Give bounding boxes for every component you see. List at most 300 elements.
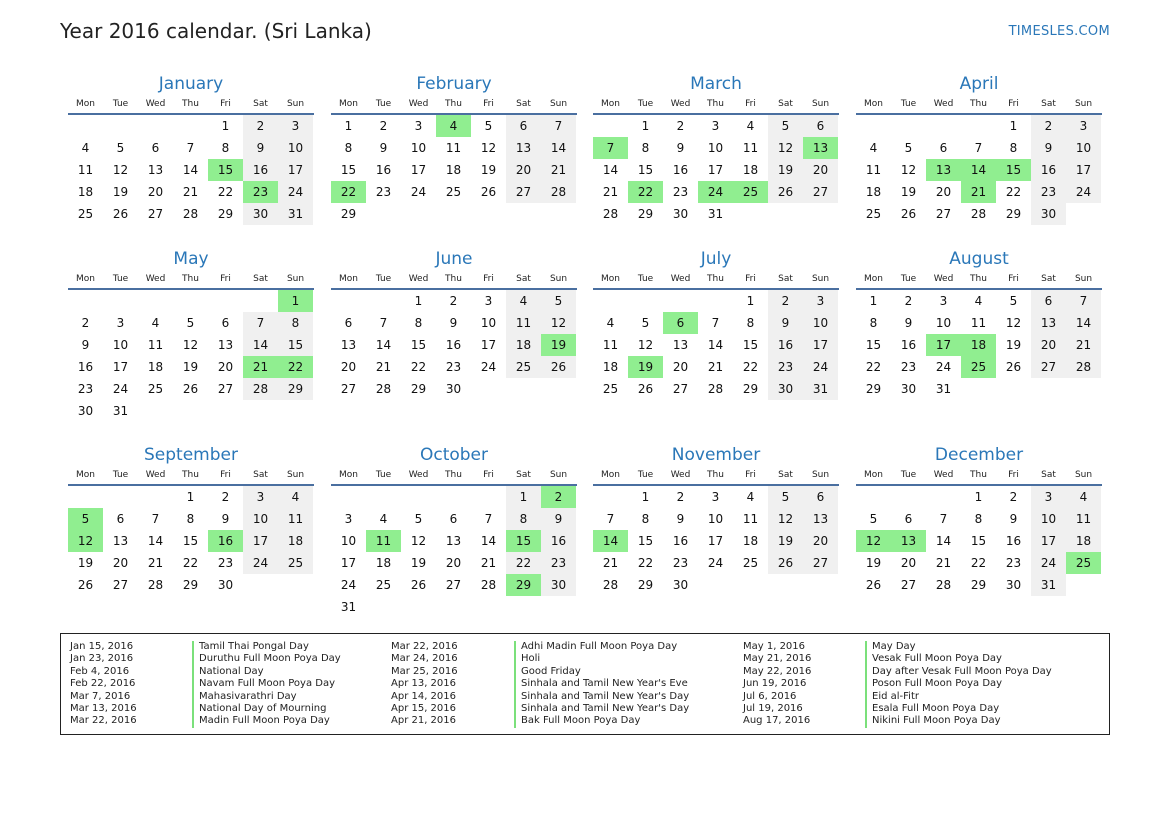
- day-cell[interactable]: 24: [1066, 181, 1101, 203]
- day-cell[interactable]: 22: [331, 181, 366, 203]
- day-cell[interactable]: 15: [970, 534, 987, 548]
- day-cell[interactable]: 9: [1031, 137, 1066, 159]
- day-cell[interactable]: 26: [768, 552, 803, 574]
- day-cell[interactable]: 26: [865, 578, 882, 592]
- day-cell[interactable]: 23: [1005, 556, 1022, 570]
- day-cell[interactable]: 5: [904, 141, 913, 155]
- day-cell[interactable]: 21: [1066, 334, 1101, 356]
- day-cell[interactable]: 18: [77, 185, 94, 199]
- day-cell[interactable]: 8: [186, 512, 195, 526]
- day-cell[interactable]: 23: [445, 360, 462, 374]
- day-cell[interactable]: 15: [637, 534, 654, 548]
- day-cell[interactable]: 22: [182, 556, 199, 570]
- day-cell[interactable]: 9: [768, 312, 803, 334]
- day-cell[interactable]: 12: [1005, 316, 1022, 330]
- day-cell[interactable]: 19: [900, 185, 917, 199]
- day-cell[interactable]: 28: [602, 207, 619, 221]
- day-cell[interactable]: 9: [81, 338, 90, 352]
- day-cell[interactable]: 2: [243, 115, 278, 137]
- day-cell[interactable]: 12: [410, 534, 427, 548]
- day-cell[interactable]: 8: [414, 316, 423, 330]
- day-cell[interactable]: 27: [112, 578, 129, 592]
- day-cell[interactable]: 6: [803, 115, 838, 137]
- day-cell[interactable]: 18: [602, 360, 619, 374]
- day-cell[interactable]: 2: [541, 486, 576, 508]
- day-cell[interactable]: 27: [803, 552, 838, 574]
- day-cell[interactable]: 2: [449, 294, 458, 308]
- day-cell[interactable]: 12: [112, 163, 129, 177]
- day-cell[interactable]: 17: [707, 163, 724, 177]
- day-cell[interactable]: 1: [278, 290, 313, 312]
- day-cell[interactable]: 2: [81, 316, 90, 330]
- day-cell[interactable]: 9: [676, 512, 685, 526]
- day-cell[interactable]: 29: [506, 574, 541, 596]
- day-cell[interactable]: 3: [939, 294, 948, 308]
- day-cell[interactable]: 14: [707, 338, 724, 352]
- day-cell[interactable]: 18: [865, 185, 882, 199]
- day-cell[interactable]: 5: [484, 119, 493, 133]
- day-cell[interactable]: 29: [970, 578, 987, 592]
- day-cell[interactable]: 27: [1031, 356, 1066, 378]
- day-cell[interactable]: 2: [1009, 490, 1018, 504]
- day-cell[interactable]: 1: [641, 119, 650, 133]
- day-cell[interactable]: 25: [602, 382, 619, 396]
- day-cell[interactable]: 27: [935, 207, 952, 221]
- day-cell[interactable]: 12: [856, 530, 891, 552]
- day-cell[interactable]: 20: [217, 360, 234, 374]
- day-cell[interactable]: 19: [112, 185, 129, 199]
- day-cell[interactable]: 5: [641, 316, 650, 330]
- day-cell[interactable]: 4: [436, 115, 471, 137]
- day-cell[interactable]: 30: [243, 203, 278, 225]
- day-cell[interactable]: 17: [707, 534, 724, 548]
- day-cell[interactable]: 23: [1031, 181, 1066, 203]
- day-cell[interactable]: 3: [711, 119, 720, 133]
- day-cell[interactable]: 24: [410, 185, 427, 199]
- day-cell[interactable]: 8: [344, 141, 353, 155]
- day-cell[interactable]: 21: [147, 556, 164, 570]
- day-cell[interactable]: 15: [506, 530, 541, 552]
- day-cell[interactable]: 7: [606, 512, 615, 526]
- day-cell[interactable]: 6: [904, 512, 913, 526]
- day-cell[interactable]: 16: [900, 338, 917, 352]
- day-cell[interactable]: 13: [672, 338, 689, 352]
- day-cell[interactable]: 26: [900, 207, 917, 221]
- day-cell[interactable]: 13: [1031, 312, 1066, 334]
- day-cell[interactable]: 3: [1031, 486, 1066, 508]
- day-cell[interactable]: 25: [445, 185, 462, 199]
- day-cell[interactable]: 22: [217, 185, 234, 199]
- day-cell[interactable]: 19: [1005, 338, 1022, 352]
- day-cell[interactable]: 5: [768, 115, 803, 137]
- day-cell[interactable]: 28: [707, 382, 724, 396]
- day-cell[interactable]: 9: [243, 137, 278, 159]
- day-cell[interactable]: 17: [1066, 159, 1101, 181]
- day-cell[interactable]: 2: [768, 290, 803, 312]
- day-cell[interactable]: 23: [243, 181, 278, 203]
- day-cell[interactable]: 22: [278, 356, 313, 378]
- day-cell[interactable]: 16: [672, 163, 689, 177]
- day-cell[interactable]: 30: [445, 382, 462, 396]
- day-cell[interactable]: 8: [869, 316, 878, 330]
- day-cell[interactable]: 3: [414, 119, 423, 133]
- day-cell[interactable]: 8: [641, 512, 650, 526]
- day-cell[interactable]: 4: [1066, 486, 1101, 508]
- day-cell[interactable]: 18: [742, 163, 759, 177]
- day-cell[interactable]: 19: [768, 530, 803, 552]
- day-cell[interactable]: 5: [768, 486, 803, 508]
- day-cell[interactable]: 29: [1005, 207, 1022, 221]
- day-cell[interactable]: 4: [606, 316, 615, 330]
- day-cell[interactable]: 6: [663, 312, 698, 334]
- day-cell[interactable]: 21: [182, 185, 199, 199]
- day-cell[interactable]: 9: [541, 508, 576, 530]
- day-cell[interactable]: 21: [541, 159, 576, 181]
- day-cell[interactable]: 28: [935, 578, 952, 592]
- day-cell[interactable]: 9: [221, 512, 230, 526]
- day-cell[interactable]: 17: [926, 334, 961, 356]
- day-cell[interactable]: 10: [803, 312, 838, 334]
- day-cell[interactable]: 16: [375, 163, 392, 177]
- day-cell[interactable]: 3: [1066, 115, 1101, 137]
- day-cell[interactable]: 14: [480, 534, 497, 548]
- day-cell[interactable]: 16: [672, 534, 689, 548]
- day-cell[interactable]: 31: [803, 378, 838, 400]
- day-cell[interactable]: 21: [602, 556, 619, 570]
- day-cell[interactable]: 29: [278, 378, 313, 400]
- day-cell[interactable]: 29: [217, 207, 234, 221]
- day-cell[interactable]: 15: [865, 338, 882, 352]
- day-cell[interactable]: 30: [672, 578, 689, 592]
- day-cell[interactable]: 15: [278, 334, 313, 356]
- day-cell[interactable]: 13: [112, 534, 129, 548]
- day-cell[interactable]: 11: [77, 163, 94, 177]
- day-cell[interactable]: 31: [112, 404, 129, 418]
- day-cell[interactable]: 18: [445, 163, 462, 177]
- day-cell[interactable]: 8: [641, 141, 650, 155]
- day-cell[interactable]: 2: [221, 490, 230, 504]
- day-cell[interactable]: 6: [221, 316, 230, 330]
- day-cell[interactable]: 25: [733, 181, 768, 203]
- day-cell[interactable]: 4: [278, 486, 313, 508]
- day-cell[interactable]: 10: [243, 508, 278, 530]
- day-cell[interactable]: 26: [410, 578, 427, 592]
- day-cell[interactable]: 28: [182, 207, 199, 221]
- day-cell[interactable]: 5: [1009, 294, 1018, 308]
- day-cell[interactable]: 27: [217, 382, 234, 396]
- day-cell[interactable]: 7: [1066, 290, 1101, 312]
- day-cell[interactable]: 21: [602, 185, 619, 199]
- day-cell[interactable]: 1: [1009, 119, 1018, 133]
- day-cell[interactable]: 1: [746, 294, 755, 308]
- day-cell[interactable]: 10: [340, 534, 357, 548]
- day-cell[interactable]: 12: [900, 163, 917, 177]
- day-cell[interactable]: 27: [506, 181, 541, 203]
- day-cell[interactable]: 21: [935, 556, 952, 570]
- day-cell[interactable]: 12: [768, 508, 803, 530]
- day-cell[interactable]: 20: [340, 360, 357, 374]
- day-cell[interactable]: 11: [742, 512, 759, 526]
- day-cell[interactable]: 28: [541, 181, 576, 203]
- day-cell[interactable]: 1: [506, 486, 541, 508]
- day-cell[interactable]: 31: [1031, 574, 1066, 596]
- day-cell[interactable]: 12: [637, 338, 654, 352]
- day-cell[interactable]: 9: [904, 316, 913, 330]
- day-cell[interactable]: 14: [375, 338, 392, 352]
- day-cell[interactable]: 2: [904, 294, 913, 308]
- day-cell[interactable]: 20: [900, 556, 917, 570]
- day-cell[interactable]: 13: [340, 338, 357, 352]
- day-cell[interactable]: 27: [803, 181, 838, 203]
- day-cell[interactable]: 26: [112, 207, 129, 221]
- day-cell[interactable]: 18: [961, 334, 996, 356]
- day-cell[interactable]: 17: [243, 530, 278, 552]
- day-cell[interactable]: 17: [112, 360, 129, 374]
- day-cell[interactable]: 6: [151, 141, 160, 155]
- day-cell[interactable]: 7: [593, 137, 628, 159]
- day-cell[interactable]: 7: [711, 316, 720, 330]
- day-cell[interactable]: 13: [217, 338, 234, 352]
- day-cell[interactable]: 30: [1005, 578, 1022, 592]
- day-cell[interactable]: 21: [375, 360, 392, 374]
- day-cell[interactable]: 8: [506, 508, 541, 530]
- day-cell[interactable]: 6: [116, 512, 125, 526]
- day-cell[interactable]: 14: [541, 137, 576, 159]
- day-cell[interactable]: 19: [541, 334, 576, 356]
- day-cell[interactable]: 11: [742, 141, 759, 155]
- day-cell[interactable]: 4: [506, 290, 541, 312]
- day-cell[interactable]: 8: [221, 141, 230, 155]
- day-cell[interactable]: 24: [1031, 552, 1066, 574]
- day-cell[interactable]: 4: [379, 512, 388, 526]
- day-cell[interactable]: 26: [480, 185, 497, 199]
- day-cell[interactable]: 30: [217, 578, 234, 592]
- day-cell[interactable]: 14: [147, 534, 164, 548]
- day-cell[interactable]: 11: [366, 530, 401, 552]
- day-cell[interactable]: 10: [112, 338, 129, 352]
- day-cell[interactable]: 4: [746, 490, 755, 504]
- day-cell[interactable]: 11: [445, 141, 462, 155]
- day-cell[interactable]: 20: [672, 360, 689, 374]
- day-cell[interactable]: 9: [1009, 512, 1018, 526]
- day-cell[interactable]: 24: [340, 578, 357, 592]
- day-cell[interactable]: 3: [344, 512, 353, 526]
- day-cell[interactable]: 8: [974, 512, 983, 526]
- day-cell[interactable]: 10: [1066, 137, 1101, 159]
- day-cell[interactable]: 20: [1031, 334, 1066, 356]
- day-cell[interactable]: 4: [81, 141, 90, 155]
- day-cell[interactable]: 12: [541, 312, 576, 334]
- day-cell[interactable]: 15: [340, 163, 357, 177]
- day-cell[interactable]: 13: [506, 137, 541, 159]
- day-cell[interactable]: 31: [707, 207, 724, 221]
- day-cell[interactable]: 12: [768, 137, 803, 159]
- day-cell[interactable]: 28: [480, 578, 497, 592]
- day-cell[interactable]: 2: [676, 490, 685, 504]
- day-cell[interactable]: 10: [707, 512, 724, 526]
- day-cell[interactable]: 25: [1066, 552, 1101, 574]
- day-cell[interactable]: 4: [746, 119, 755, 133]
- day-cell[interactable]: 23: [217, 556, 234, 570]
- day-cell[interactable]: 3: [116, 316, 125, 330]
- day-cell[interactable]: 20: [445, 556, 462, 570]
- day-cell[interactable]: 22: [742, 360, 759, 374]
- day-cell[interactable]: 18: [375, 556, 392, 570]
- day-cell[interactable]: 22: [970, 556, 987, 570]
- day-cell[interactable]: 25: [961, 356, 996, 378]
- day-cell[interactable]: 31: [278, 203, 313, 225]
- day-cell[interactable]: 8: [746, 316, 755, 330]
- day-cell[interactable]: 6: [803, 486, 838, 508]
- day-cell[interactable]: 17: [803, 334, 838, 356]
- day-cell[interactable]: 6: [449, 512, 458, 526]
- day-cell[interactable]: 16: [243, 159, 278, 181]
- site-brand[interactable]: TIMESLES.COM: [1008, 24, 1110, 39]
- day-cell[interactable]: 10: [480, 316, 497, 330]
- day-cell[interactable]: 27: [445, 578, 462, 592]
- day-cell[interactable]: 10: [1031, 508, 1066, 530]
- day-cell[interactable]: 29: [182, 578, 199, 592]
- day-cell[interactable]: 14: [243, 334, 278, 356]
- day-cell[interactable]: 19: [628, 356, 663, 378]
- day-cell[interactable]: 18: [742, 534, 759, 548]
- day-cell[interactable]: 27: [672, 382, 689, 396]
- day-cell[interactable]: 12: [68, 530, 103, 552]
- day-cell[interactable]: 30: [768, 378, 803, 400]
- day-cell[interactable]: 31: [935, 382, 952, 396]
- day-cell[interactable]: 24: [707, 556, 724, 570]
- day-cell[interactable]: 17: [1031, 530, 1066, 552]
- day-cell[interactable]: 31: [340, 600, 357, 614]
- day-cell[interactable]: 15: [742, 338, 759, 352]
- day-cell[interactable]: 22: [628, 181, 663, 203]
- day-cell[interactable]: 5: [116, 141, 125, 155]
- day-cell[interactable]: 28: [243, 378, 278, 400]
- day-cell[interactable]: 10: [935, 316, 952, 330]
- day-cell[interactable]: 1: [869, 294, 878, 308]
- day-cell[interactable]: 9: [449, 316, 458, 330]
- day-cell[interactable]: 6: [939, 141, 948, 155]
- day-cell[interactable]: 28: [147, 578, 164, 592]
- day-cell[interactable]: 5: [68, 508, 103, 530]
- day-cell[interactable]: 30: [900, 382, 917, 396]
- day-cell[interactable]: 13: [803, 508, 838, 530]
- day-cell[interactable]: 5: [414, 512, 423, 526]
- day-cell[interactable]: 11: [970, 316, 987, 330]
- day-cell[interactable]: 29: [637, 578, 654, 592]
- day-cell[interactable]: 27: [147, 207, 164, 221]
- day-cell[interactable]: 20: [147, 185, 164, 199]
- day-cell[interactable]: 24: [480, 360, 497, 374]
- day-cell[interactable]: 13: [445, 534, 462, 548]
- day-cell[interactable]: 1: [414, 294, 423, 308]
- day-cell[interactable]: 10: [707, 141, 724, 155]
- day-cell[interactable]: 21: [480, 556, 497, 570]
- day-cell[interactable]: 7: [151, 512, 160, 526]
- day-cell[interactable]: 22: [410, 360, 427, 374]
- day-cell[interactable]: 15: [182, 534, 199, 548]
- day-cell[interactable]: 26: [637, 382, 654, 396]
- day-cell[interactable]: 11: [865, 163, 882, 177]
- day-cell[interactable]: 27: [900, 578, 917, 592]
- day-cell[interactable]: 6: [1031, 290, 1066, 312]
- day-cell[interactable]: 22: [506, 552, 541, 574]
- day-cell[interactable]: 22: [1005, 185, 1022, 199]
- day-cell[interactable]: 5: [186, 316, 195, 330]
- day-cell[interactable]: 8: [1009, 141, 1018, 155]
- day-cell[interactable]: 18: [147, 360, 164, 374]
- day-cell[interactable]: 11: [602, 338, 619, 352]
- day-cell[interactable]: 19: [77, 556, 94, 570]
- day-cell[interactable]: 7: [186, 141, 195, 155]
- day-cell[interactable]: 25: [147, 382, 164, 396]
- day-cell[interactable]: 19: [768, 159, 803, 181]
- day-cell[interactable]: 24: [698, 181, 733, 203]
- day-cell[interactable]: 5: [541, 290, 576, 312]
- day-cell[interactable]: 10: [410, 141, 427, 155]
- day-cell[interactable]: 1: [641, 490, 650, 504]
- day-cell[interactable]: 9: [676, 141, 685, 155]
- day-cell[interactable]: 25: [278, 552, 313, 574]
- day-cell[interactable]: 18: [1066, 530, 1101, 552]
- day-cell[interactable]: 23: [77, 382, 94, 396]
- day-cell[interactable]: 15: [637, 163, 654, 177]
- day-cell[interactable]: 16: [445, 338, 462, 352]
- day-cell[interactable]: 24: [278, 181, 313, 203]
- day-cell[interactable]: 1: [974, 490, 983, 504]
- day-cell[interactable]: 16: [77, 360, 94, 374]
- day-cell[interactable]: 17: [480, 338, 497, 352]
- day-cell[interactable]: 20: [935, 185, 952, 199]
- day-cell[interactable]: 28: [602, 578, 619, 592]
- day-cell[interactable]: 3: [484, 294, 493, 308]
- day-cell[interactable]: 15: [996, 159, 1031, 181]
- day-cell[interactable]: 6: [506, 115, 541, 137]
- day-cell[interactable]: 30: [541, 574, 576, 596]
- day-cell[interactable]: 30: [672, 207, 689, 221]
- day-cell[interactable]: 8: [278, 312, 313, 334]
- day-cell[interactable]: 4: [151, 316, 160, 330]
- day-cell[interactable]: 21: [243, 356, 278, 378]
- day-cell[interactable]: 19: [480, 163, 497, 177]
- day-cell[interactable]: 7: [484, 512, 493, 526]
- day-cell[interactable]: 1: [344, 119, 353, 133]
- day-cell[interactable]: 24: [803, 356, 838, 378]
- day-cell[interactable]: 23: [768, 356, 803, 378]
- day-cell[interactable]: 16: [208, 530, 243, 552]
- day-cell[interactable]: 10: [278, 137, 313, 159]
- day-cell[interactable]: 12: [182, 338, 199, 352]
- day-cell[interactable]: 14: [182, 163, 199, 177]
- day-cell[interactable]: 26: [182, 382, 199, 396]
- day-cell[interactable]: 16: [541, 530, 576, 552]
- day-cell[interactable]: 26: [1005, 360, 1022, 374]
- day-cell[interactable]: 6: [344, 316, 353, 330]
- day-cell[interactable]: 19: [182, 360, 199, 374]
- day-cell[interactable]: 20: [803, 530, 838, 552]
- day-cell[interactable]: 1: [221, 119, 230, 133]
- day-cell[interactable]: 24: [112, 382, 129, 396]
- day-cell[interactable]: 4: [869, 141, 878, 155]
- day-cell[interactable]: 23: [541, 552, 576, 574]
- day-cell[interactable]: 14: [961, 159, 996, 181]
- day-cell[interactable]: 24: [935, 360, 952, 374]
- day-cell[interactable]: 17: [278, 159, 313, 181]
- day-cell[interactable]: 22: [637, 556, 654, 570]
- day-cell[interactable]: 19: [410, 556, 427, 570]
- day-cell[interactable]: 26: [77, 578, 94, 592]
- day-cell[interactable]: 27: [340, 382, 357, 396]
